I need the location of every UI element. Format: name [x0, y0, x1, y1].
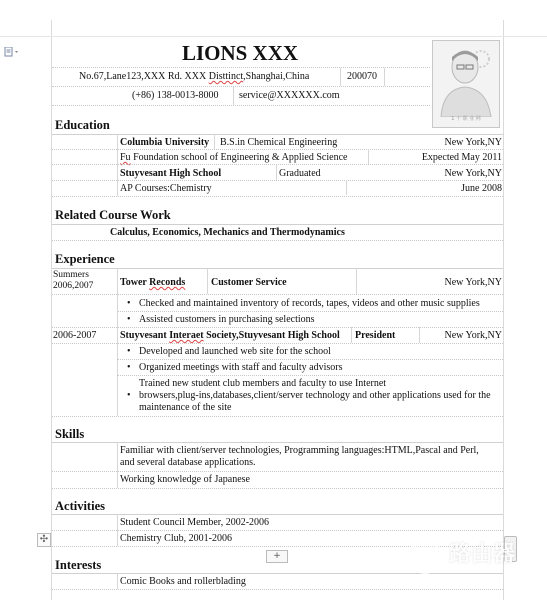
- postal-code: 200070: [347, 71, 377, 82]
- photo-caption: 1 十 职 业 网: [451, 116, 481, 122]
- skills-language: Working knowledge of Japanese: [120, 474, 250, 485]
- job-date-line2: 2006,2007: [53, 281, 94, 291]
- job-date-line1: Summers: [53, 270, 89, 280]
- router-logo-icon: [405, 537, 445, 577]
- watermark-logo: [405, 537, 547, 577]
- left-margin-guide: [51, 20, 52, 600]
- job-location: New York,NY: [444, 277, 502, 288]
- job-role: Customer Service: [211, 277, 287, 288]
- job-bullet: Assisted customers in purchasing selections: [139, 314, 315, 325]
- job-bullet-line: browsers,plug-ins,databases,client/server technology and other applications used for the: [139, 390, 491, 401]
- phone-number: (+86) 138-0013-8000: [132, 90, 219, 101]
- address-suffix: ,Shanghai,China: [243, 71, 310, 82]
- right-margin-guide: [503, 20, 504, 600]
- coursework-list: Calculus, Economics, Mechanics and Thermodynamics: [110, 227, 345, 238]
- job-date: 2006-2007: [53, 330, 97, 341]
- watermark-text: 路由器: [449, 542, 516, 567]
- address-district: Disttinct: [208, 71, 244, 82]
- bullet-icon: •: [127, 362, 131, 373]
- person-avatar-icon: [433, 41, 499, 117]
- top-margin-guide: [0, 36, 547, 37]
- job-bullet-multiline: [139, 378, 491, 414]
- job-bullet: Organized meetings with staff and faculty advisors: [139, 362, 343, 373]
- job-company: [120, 330, 340, 342]
- education-school: AP Courses:Chemistry: [120, 183, 212, 194]
- education-location: Expected May 2011: [421, 152, 502, 163]
- bullet-icon: •: [127, 298, 131, 309]
- education-school-rest: Foundation school of Engineering & Applied Science: [130, 152, 348, 163]
- job-role: President: [355, 330, 396, 341]
- add-row-button[interactable]: +: [266, 550, 288, 563]
- skills-line: and several database applications.: [120, 457, 256, 468]
- resume-name: LIONS XXX: [181, 41, 299, 65]
- email-address: service@XXXXXX.com: [239, 90, 340, 101]
- education-school: [120, 152, 347, 164]
- interests-text: Comic Books and rollerblading: [120, 576, 246, 587]
- job-company-b: Reconds: [149, 277, 186, 288]
- document-map-icon[interactable]: [4, 44, 20, 54]
- section-title-skills: Skills: [55, 427, 85, 441]
- education-detail: B.S.in Chemical Engineering: [220, 137, 338, 148]
- job-bullet: Developed and launched web site for the school: [139, 346, 331, 357]
- education-school: Stuyvesant High School: [120, 168, 222, 179]
- job-bullet: Checked and maintained inventory of records, tapes, videos and other music supplies: [139, 298, 480, 309]
- job-bullet-line: maintenance of the site: [139, 402, 232, 413]
- job-company-a: Stuyvesant: [120, 330, 170, 341]
- skills-line: Familiar with client/server technologies, Programming languages:HTML,Pascal and Perl,: [120, 445, 479, 456]
- bullet-icon: •: [127, 314, 131, 325]
- job-bullet-line: Trained new student club members and faculty to use Internet: [139, 378, 387, 389]
- education-school-fu: Fu: [120, 152, 131, 163]
- education-location: June 2008: [461, 183, 502, 194]
- section-title-coursework: Related Course Work: [55, 208, 171, 222]
- address-prefix: No.67,Lane123,XXX Rd. XXX: [79, 71, 209, 82]
- education-location: New York,NY: [444, 137, 502, 148]
- bullet-icon: •: [127, 390, 131, 401]
- education-detail: Graduated: [279, 168, 321, 179]
- section-title-experience: Experience: [55, 252, 115, 266]
- table-move-handle-icon[interactable]: ✣: [37, 533, 51, 547]
- job-location: New York,NY: [444, 330, 502, 341]
- address-line: [79, 71, 309, 83]
- section-title-interests: Interests: [55, 558, 102, 572]
- job-date: [53, 270, 93, 292]
- activity-item: Student Council Member, 2002-2006: [120, 517, 270, 528]
- education-school: Columbia University: [120, 137, 210, 148]
- skills-text: [120, 445, 479, 469]
- bullet-icon: •: [127, 346, 131, 357]
- job-company-a: Tower: [120, 277, 150, 288]
- job-company-b: Interaet: [169, 330, 204, 341]
- section-title-education: Education: [55, 118, 110, 132]
- job-company: [120, 277, 185, 289]
- section-title-activities: Activities: [55, 499, 105, 513]
- education-location: New York,NY: [444, 168, 502, 179]
- job-company-c: Society,Stuyvesant High School: [203, 330, 340, 341]
- profile-photo: [432, 40, 500, 128]
- activity-item: Chemistry Club, 2001-2006: [120, 533, 232, 544]
